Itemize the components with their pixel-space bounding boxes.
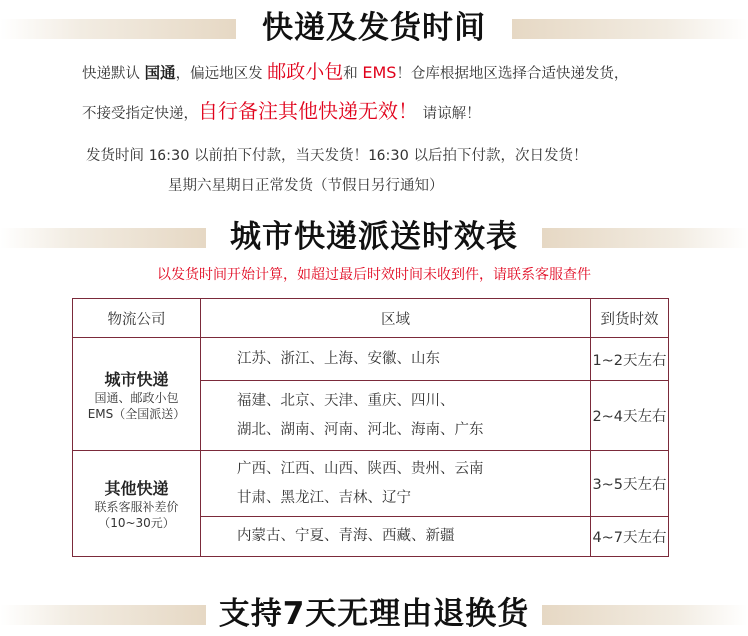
shipping-line-3 (86, 146, 587, 166)
delivery-table (72, 298, 669, 557)
area-cell (201, 338, 591, 381)
shipping-line-1 (82, 62, 628, 84)
group-city (73, 338, 201, 451)
courier-ems: EMS (362, 63, 397, 82)
group-desc: 国通、邮政小包 (94, 390, 179, 405)
text: :30 以后拍下付款，次日发货！ (385, 148, 588, 164)
header-deco-right (542, 605, 748, 625)
group-desc: 联系客服补差价 (94, 500, 179, 514)
time-cell: 1~2天左右 (591, 338, 669, 381)
table-row (73, 451, 669, 517)
text: 和 (343, 66, 363, 82)
time-cell: 3~5天左右 (591, 451, 669, 517)
area-text: 江苏、浙江、上海、安徽、山东 (237, 350, 440, 367)
header-deco-right (542, 228, 748, 248)
group-other (73, 451, 201, 557)
header-area: 区域 (201, 299, 591, 338)
area-text: 内蒙古、宁夏、青海、西藏、新疆 (237, 528, 455, 544)
section-title-shipping: 快递及发货时间 (262, 10, 486, 46)
header-deco-left (0, 228, 206, 248)
header-deco-left (0, 19, 236, 39)
delivery-note: 以发货时间开始计算，如超过最后时效时间未收到件，请联系客服查件 (157, 267, 591, 283)
section-header-returns (0, 597, 748, 631)
section-header-shipping (0, 11, 748, 45)
area-cell (201, 451, 591, 517)
shipping-line-4: 星期六星期日正常发货（节假日另行通知） (168, 178, 444, 194)
text: ！仓库根据地区选择合适快递发货， (396, 66, 629, 82)
group-name: 其他快递 (104, 479, 169, 498)
cutoff-hour: 16 (148, 148, 167, 164)
area-cell (201, 381, 591, 451)
text: 快递默认 (82, 66, 145, 82)
area-cell (201, 517, 591, 557)
table-row (73, 338, 669, 381)
header-deco-right (512, 19, 748, 39)
section-title-delivery: 城市快递派送时效表 (230, 219, 518, 255)
section-header-delivery (0, 220, 748, 254)
time-cell: 4~7天左右 (591, 517, 669, 557)
area-text: 广西、江西、山西、陕西、贵州、云南 (237, 460, 484, 477)
shipping-line-2 (82, 101, 481, 124)
courier-default: 国通 (144, 64, 176, 82)
group-desc: EMS（全国派送） (87, 406, 186, 421)
header-company: 物流公司 (73, 299, 201, 338)
text: ，偏远地区发 (175, 66, 268, 82)
time-cell: 2~4天左右 (591, 381, 669, 451)
courier-postal: 邮政小包 (267, 61, 344, 83)
text: 请谅解！ (418, 106, 481, 122)
cutoff-hour: 16 (368, 148, 386, 164)
area-text: 湖北、湖南、河南、河北、海南、广东 (237, 421, 484, 438)
header-deco-left (0, 605, 206, 625)
section-title-returns: 支持7天无理由退换货 (218, 596, 530, 632)
table-header-row (73, 299, 669, 338)
area-text: 甘肃、黑龙江、吉林、辽宁 (237, 489, 411, 506)
warning-text: 自行备注其他快递无效！ (198, 99, 418, 123)
text: 发货时间 (86, 148, 149, 164)
header-time: 到货时效 (591, 299, 669, 338)
area-text: 福建、北京、天津、重庆、四川、 (237, 392, 455, 409)
text: 不接受指定快递， (82, 106, 198, 122)
group-name: 城市快递 (104, 369, 169, 389)
text: :30 以前拍下付款，当天发货！ (166, 148, 369, 164)
group-desc: （10~30元） (98, 516, 175, 530)
